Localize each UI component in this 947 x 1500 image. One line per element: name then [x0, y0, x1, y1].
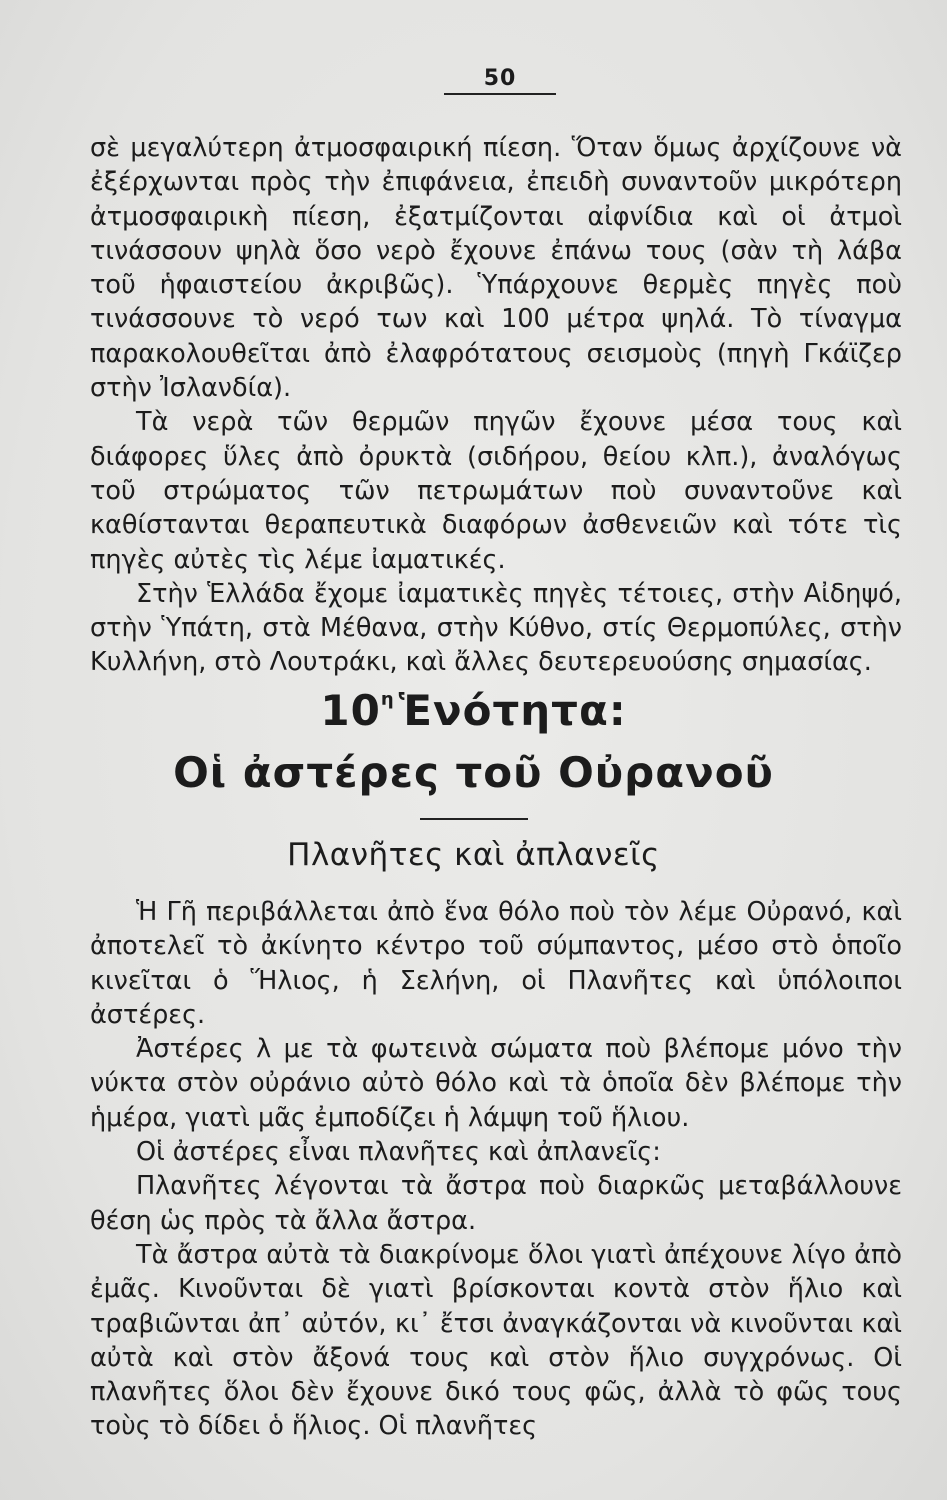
section-title: Πλανῆτες καὶ ἀπλανεῖς	[287, 837, 660, 873]
paragraph: Τὰ ἄστρα αὐτὰ τὰ διακρίνομε ὅλοι γιατὶ ἀπέχουνε λίγο ἀπὸ ἐμᾶς. Κινοῦνται δὲ γιατὶ βρίσκονται κοντὰ στὸν ἥλιο καὶ τραβιῶνται ἀπ᾽ αὐτόν, κι᾽ ἔτσι ἀναγκάζονται νὰ κινοῦνται καὶ αὐτὰ καὶ στὸν ἄξονά τους καὶ στὸν ἥλιο συγχρόνως. Οἱ πλανῆτες ὅλοι δὲν ἔχουνε δικό τους φῶς, ἀλλὰ τὸ φῶς τους τοὺς τὸ δίδει ὁ ἥλιος. Οἱ πλανῆτες	[90, 1239, 902, 1442]
paragraph: Στὴν Ἑλλάδα ἔχομε ἰαματικὲς πηγὲς τέτοιες, στὴν Αἰδηψό, στὴν Ὑπάτη, στὰ Μέθανα, στὴν Κύθνο, στίς Θερμοπύλες, στὴν Κυλλήνη, στὸ Λουτράκι, καὶ ἄλλες δευτερευούσης σημασίας.	[90, 578, 902, 678]
heading-divider	[420, 818, 528, 820]
paragraph: Οἱ ἀστέρες εἶναι πλανῆτες καὶ ἀπλανεῖς:	[136, 1137, 661, 1168]
chapter-heading	[0, 686, 947, 735]
paragraph: Ἀστέρες λ με τὰ φωτεινὰ σώματα ποὺ βλέπομε μόνο τὴν νύκτα στὸν οὐράνιο αὐτὸ θόλο καὶ τὰ ὁποῖα δὲν βλέπομε τὴν ἡμέρα, γιατὶ μᾶς ἐμποδίζει ἡ λάμψη τοῦ ἥλιου.	[90, 1034, 902, 1133]
body-text-top	[90, 131, 902, 680]
chapter-number: 10	[320, 686, 381, 735]
paragraph: Ἡ Γῆ περιβάλλεται ἀπὸ ἕνα θόλο ποὺ τὸν λέμε Οὐρανό, καὶ ἀποτελεῖ τὸ ἀκίνητο κέντρο τοῦ σύμπαντος, μέσο στὸ ὁποῖο κινεῖται ὁ Ἥλιος, ἡ Σελήνη, οἱ Πλανῆτες καὶ ὑπόλοιποι ἀστέρες.	[90, 897, 902, 1030]
chapter-number-suffix: η	[380, 689, 395, 710]
chapter-title: Οἱ ἀστέρες τοῦ Οὐρανοῦ	[173, 748, 774, 797]
page-number: 50	[444, 66, 556, 95]
paragraph: Πλανῆτες λέγονται τὰ ἄστρα ποὺ διαρκῶς μεταβάλλουνε θέση ὡς πρὸς τὰ ἄλλα ἄστρα.	[90, 1171, 902, 1236]
body-text-bottom	[90, 895, 902, 1444]
paragraph: Τὰ νερὰ τῶν θερμῶν πηγῶν ἔχουνε μέσα τους καὶ διάφορες ὕλες ἀπὸ ὀρυκτὰ (σιδήρου, θείου κλπ.), ἀναλόγως τοῦ στρώματος τῶν πετρωμάτων ποὺ συναντοῦνε καὶ καθίστανται θεραπευτικὰ διαφόρων ἀσθενειῶν καὶ τότε τὶς πηγὲς αὐτὲς τὶς λέμε ἰαματικές.	[90, 407, 902, 575]
paragraph: σὲ μεγαλύτερη ἀτμοσφαιρική πίεση. Ὅταν ὅμως ἀρχίζουνε νὰ ἐξέρχωνται πρὸς τὴν ἐπιφάνεια, ἐπειδὴ συναντοῦν μικρότερη ἀτμοσφαιρικὴ πίεση, ἐξατμίζονται αἰφνίδια καὶ οἱ ἀτμοὶ τινάσσουν ψηλὰ ὅσο νερὸ ἔχουνε ἐπάνω τους (σὰν τὴ λάβα τοῦ ἡφαιστείου ἀκριβῶς). Ὑπάρχουνε θερμὲς πηγὲς ποὺ τινάσσουνε τὸ νερό των καὶ 100 μέτρα ψηλά. Τὸ τίναγμα παρακολουθεῖται ἀπὸ ἐλαφρότατους σεισμοὺς (πηγὴ Γκάϊζερ στὴν Ἰσλανδία).	[90, 133, 902, 404]
chapter-label: Ἑνότητα:	[398, 686, 627, 735]
